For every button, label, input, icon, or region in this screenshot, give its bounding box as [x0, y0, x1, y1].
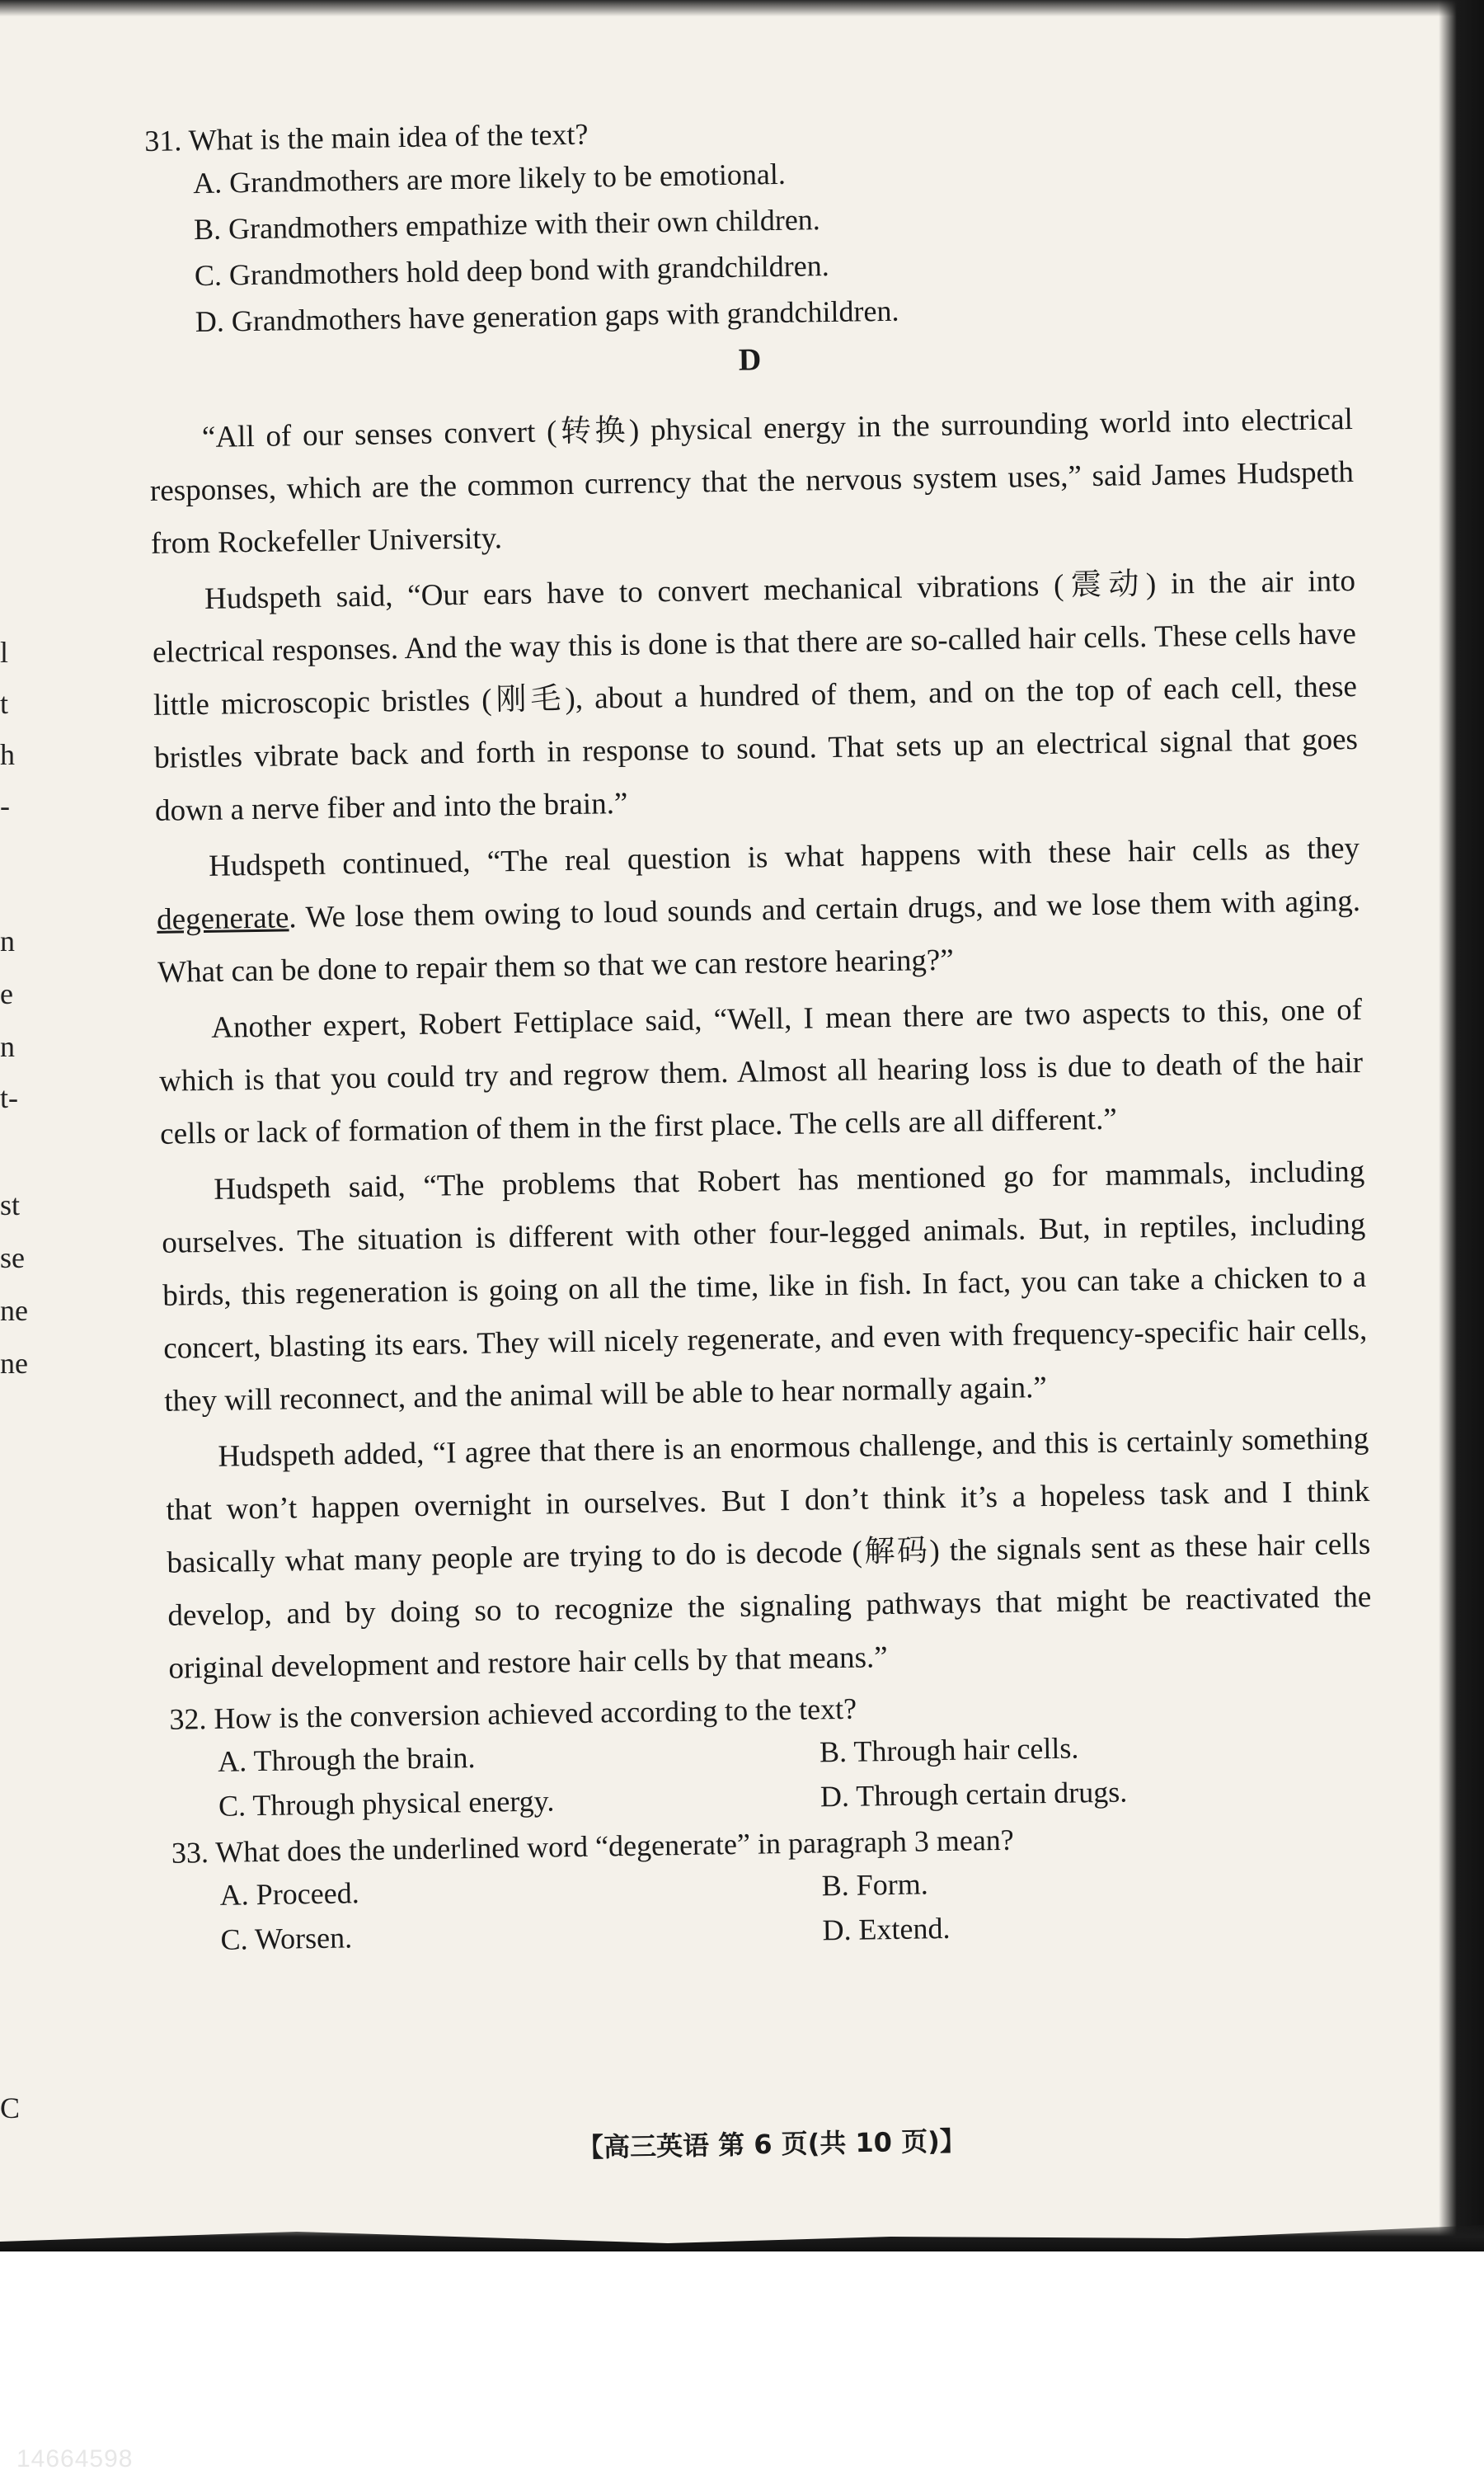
margin-fragment: se [0, 1241, 25, 1274]
margin-fragment: t [0, 687, 9, 720]
option-a: A. Through the brain. [217, 1740, 476, 1778]
option-c: C. Through physical energy. [218, 1784, 555, 1823]
option-a: A. Grandmothers are more likely to be emotional. [192, 157, 787, 200]
question-33 [171, 1817, 1377, 1958]
margin-fragment: - [0, 789, 10, 822]
options-grid [218, 1726, 1374, 1823]
option-d: D. Extend. [822, 1911, 951, 1947]
margin-fragment: st [0, 1188, 21, 1221]
paragraph-text: Hudspeth continued, “The real question is what happens with these hair cells as they [208, 830, 1360, 883]
passage-paragraph-2: Hudspeth said, “Our ears have to convert mechanical vibrations (震动) in the air into electrical responses. And the way this is done is that there are so-called hair cells. These cells have little microscopic bristles (刚毛), about a hundred of them, and on the top of each cell, these bristles vibrate back and forth in response to sound. That sets up an electrical signal that goes down a nerve fiber and into the brain.” [152, 563, 1359, 828]
option-b: B. Form. [821, 1867, 928, 1903]
passage-paragraph-5: Hudspeth said, “The problems that Robert has mentioned go for mammals, including ourselves. The situation is different with other four-legged animals. But, in reptiles, including birds, this regeneration is going on all the time, like in fish. In fact, you can take a chicken to a concert, blasting its ears. They will nicely regenerate, and even with frequency-specific hair cells, they will reconnect, and the animal will be able to hear normally again.” [162, 1154, 1368, 1419]
left-margin-fragments [0, 462, 28, 2111]
margin-fragment: n [0, 925, 15, 957]
margin-fragment: ne [0, 1294, 28, 1327]
option-a: A. Proceed. [219, 1876, 359, 1912]
questions-section [169, 1683, 1377, 1958]
underlined-word: degenerate [156, 901, 289, 937]
option-b: B. Grandmothers empathize with their own children. [193, 203, 821, 247]
reading-passage [148, 393, 1372, 1696]
options-grid [219, 1860, 1376, 1957]
page-content [144, 105, 1377, 1969]
corner-letter: C [0, 2091, 21, 2124]
page-footer: 【高三英语 第 6 页(共 10 页)】 [576, 2124, 967, 2164]
option-c: C. Worsen. [220, 1921, 353, 1956]
question-31 [144, 105, 1351, 340]
question-32 [169, 1683, 1374, 1824]
margin-fragment: t- [0, 1081, 18, 1114]
question-title: 32. How is the conversion achieved according to the text? [169, 1691, 857, 1736]
margin-fragment: l [0, 636, 9, 669]
image-watermark: 14664598 [16, 2445, 134, 2473]
section-heading: D [738, 342, 762, 378]
photo-right-edge [1439, 0, 1484, 2247]
option-c: C. Grandmothers hold deep bond with grandchildren. [194, 248, 829, 293]
margin-fragment: ne [0, 1347, 28, 1380]
margin-fragment: e [0, 977, 13, 1010]
passage-paragraph-3 [156, 822, 1362, 1000]
question-title: 31. What is the main idea of the text? [144, 117, 589, 158]
option-b: B. Through hair cells. [819, 1731, 1079, 1769]
option-d: D. Through certain drugs. [819, 1775, 1128, 1814]
passage-paragraph-6: Hudspeth added, “I agree that there is an enormous challenge, and this is certainly something that won’t happen overnight in ourselves. But I don’t think it’s a hopeless task and I think basically what many people are trying to do is decode (解码) the signals sent as these hair cells develop, and by doing so to recognize the signaling pathways that might be reactivated the original development and restore hair cells by that means.” [166, 1421, 1372, 1686]
margin-fragment: h [0, 738, 15, 771]
photo-top-shadow [0, 0, 1484, 16]
passage-paragraph-1: “All of our senses convert (转换) physical energy in the surrounding world into electrical responses, which are the common currency that the nervous system uses,” said James Hudspeth from Rockefeller University. [149, 402, 1355, 561]
margin-fragment: n [0, 1030, 15, 1063]
question-title: 33. What does the underlined word “degenerate” in paragraph 3 mean? [171, 1823, 1015, 1870]
option-d: D. Grandmothers have generation gaps with grandchildren. [195, 294, 899, 339]
passage-paragraph-4: Another expert, Robert Fettiplace said, “Well, I mean there are two aspects to this, one of which is that you could try and regrow them. Almost all hearing loss is due to death of the hair cells or lack of formation of them in the first place. The cells are all different.” [158, 992, 1364, 1151]
paragraph-text: . We lose them owing to loud sounds and certain drugs, and we lose them with aging. What can be done to repair them so that we can restore hearing?” [157, 883, 1361, 990]
